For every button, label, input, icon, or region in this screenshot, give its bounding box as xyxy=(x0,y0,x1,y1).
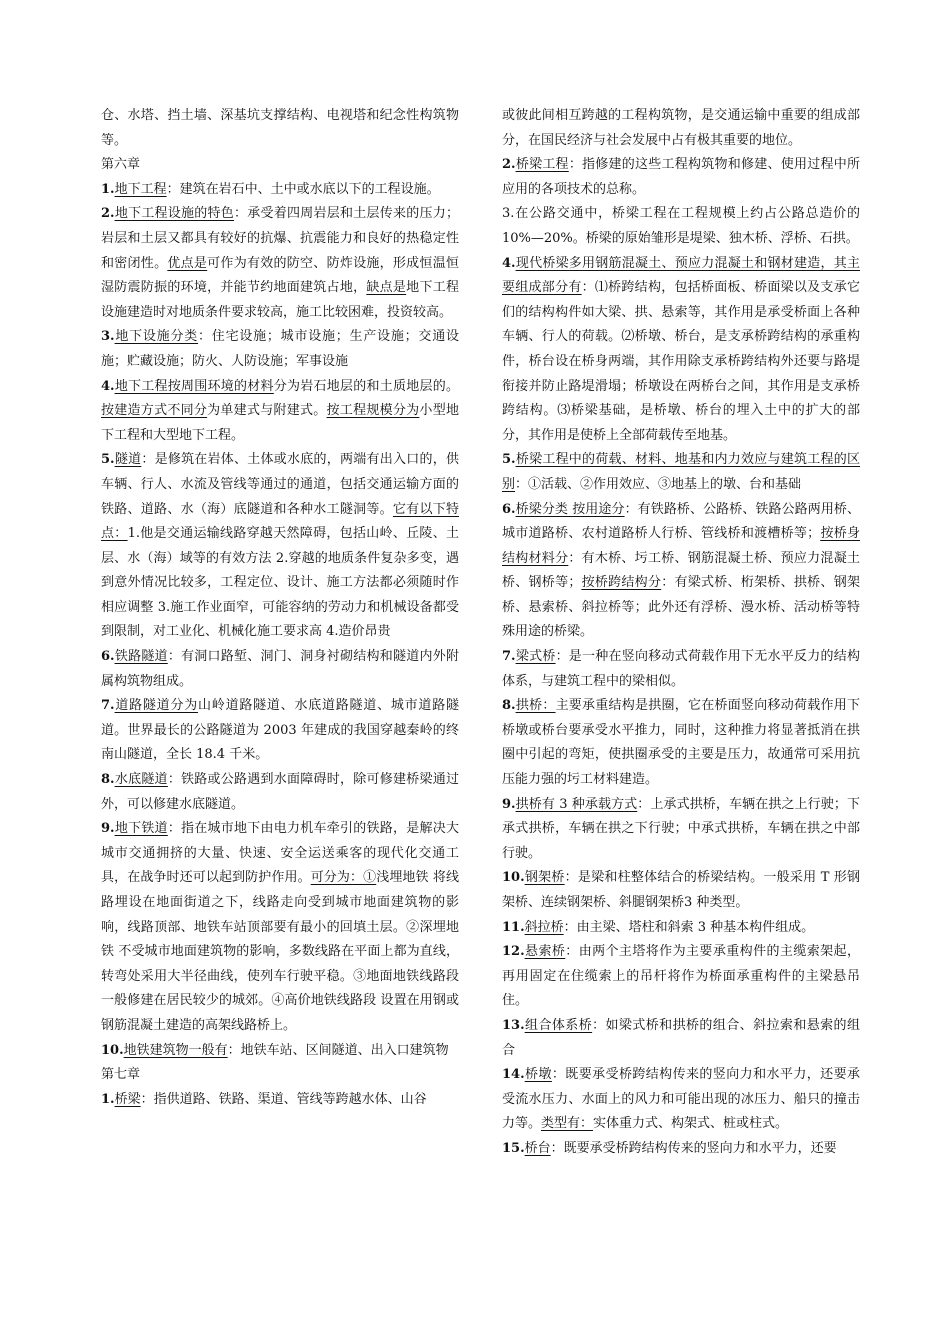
term-heading: 优点是 xyxy=(167,255,208,271)
term-heading: 拱桥： xyxy=(515,698,556,714)
body-text: ：由两个主塔将作为主要承重构件的主缆索架起，再用固定在住缆索上的吊杆将作为桥面承重构件的主梁悬吊住。 xyxy=(502,944,860,1009)
body-text: ：铁路或公路遇到水面障碍时，除可修建桥梁通过外，可以修建水底隧道。 xyxy=(101,772,459,812)
text-paragraph xyxy=(502,252,860,449)
body-text: ：有铁路桥、公路桥、铁路公路两用桥、城市道路桥、农村道路桥人行桥、管线桥和渡槽桥等； xyxy=(502,501,860,542)
text-paragraph xyxy=(502,1137,860,1162)
item-number: 15. xyxy=(502,1140,525,1156)
text-paragraph xyxy=(101,325,459,374)
item-number: 6. xyxy=(101,649,115,665)
text-paragraph xyxy=(101,202,459,325)
text-paragraph xyxy=(502,866,860,915)
item-number: 2. xyxy=(502,157,516,173)
item-number: 4. xyxy=(101,378,115,394)
text-paragraph xyxy=(101,104,459,153)
body-text: ：既要承受桥跨结构传来的竖向力和水平力，还要承受流水压力、水面上的风力和可能出现的冰压力、船只的撞击力等。 xyxy=(502,1067,860,1132)
body-text: ：①活载、②作用效应、③地基上的墩、台和基础 xyxy=(515,476,802,492)
term-heading: 组合体系桥 xyxy=(524,1017,593,1033)
term-heading: 类型有： xyxy=(541,1116,594,1132)
term-heading: 按桥身结构材料分 xyxy=(502,526,860,566)
item-number: 7. xyxy=(502,649,516,665)
body-text: 地下工程设施建造时对地质条件要求较高，施工比较困难，投资较高。 xyxy=(101,280,459,320)
text-paragraph xyxy=(502,916,860,941)
term-heading: 缺点是 xyxy=(366,280,407,296)
item-number: 1. xyxy=(101,181,115,197)
term-heading: 它有以下特点： xyxy=(101,501,459,542)
body-text: ：指在城市地下由电力机车牵引的铁路，是解决大城市交通拥挤的大量、快速、安全运送乘客的现代化交通工具，在战争时还可以起到防护作用。 xyxy=(101,821,459,886)
body-text: ：由主梁、塔柱和斜索 3 种基本构件组成。 xyxy=(563,919,815,935)
text-paragraph xyxy=(101,178,459,203)
text-paragraph xyxy=(502,153,860,202)
item-number: 12. xyxy=(502,944,525,960)
body-text: 浅埋地铁 将线路埋设在地面街道之下，线路走向受到城市地面建筑物的影响，线路顶部、地铁车站顶部要有最小的回填土层。②深埋地铁 不受城市地面建筑物的影响，多数线路在平面上都为直线，转弯处采用大半径曲线，使列车行驶平稳。③地面地铁线路段 一般修建在居民较少的城郊。④高价地铁线路段 设置在用钢或钢筋混凝土建造的高架线路桥上。 xyxy=(101,870,459,1033)
term-heading: 可分为：① xyxy=(310,870,377,886)
left-text-column xyxy=(101,104,459,1112)
item-number: 9. xyxy=(502,796,516,812)
text-paragraph xyxy=(502,202,860,251)
text-paragraph xyxy=(502,793,860,867)
item-number: 11. xyxy=(502,919,525,935)
body-text: 实体重力式、构架式、桩或柱式。 xyxy=(593,1116,789,1132)
body-text: 主要承重结构是拱圈，它在桥面竖向移动荷载作用下桥墩或桥台要承受水平推力，同时，这种推力将显著抵消在拱圈中引起的弯矩，使拱圈承受的主要是压力，故通常可采用抗压能力强的圬工材料建造。 xyxy=(502,698,860,788)
body-text: 分为岩石地层的和土质地层的。 xyxy=(273,378,459,394)
item-number: 6. xyxy=(502,501,516,517)
term-heading: 按桥跨结构分 xyxy=(581,575,662,591)
body-text: ：指供道路、铁路、渠道、管线等跨越水体、山谷 xyxy=(140,1091,427,1107)
body-text: ：⑴桥跨结构，包括桥面板、桥面梁以及支承它们的结构构件如大梁、拱、悬索等，其作用是承受桥面上各种车辆、行人的荷载。⑵桥墩、桥台，是支承桥跨结构的承重构件，桥台设在桥身两端，其作用除支承桥跨结构外还要与路堤衔接并防止路堤滑塌；桥墩设在两桥台之间，其作用是支承桥跨结构。⑶桥梁基础，是桥墩、桥台的埋入土中的扩大的部分，其作用是使桥上全部荷载传至地基。 xyxy=(502,280,860,443)
item-number: 14. xyxy=(502,1067,525,1083)
term-heading: 地下工程按周围环境的材料 xyxy=(114,378,274,394)
text-paragraph xyxy=(502,1014,860,1063)
chapter-heading: 第七章 xyxy=(101,1067,141,1083)
term-heading: 桥梁分类 按用途分 xyxy=(515,501,625,517)
text-paragraph xyxy=(101,375,459,449)
body-text: ：住宅设施；城市设施；生产设施；交通设施；贮藏设施；防火、人防设施；军事设施 xyxy=(101,329,459,369)
item-number: 10. xyxy=(101,1042,124,1058)
item-number: 2. xyxy=(101,206,115,222)
chapter-heading: 第六章 xyxy=(101,157,141,173)
term-heading: 现代桥梁多用钢筋混凝土、预应力混凝土和钢材建造，其主要组成部分有 xyxy=(502,255,860,296)
text-paragraph xyxy=(502,448,860,497)
body-text: ：有梁式桥、桁架桥、拱桥、钢架桥、悬索桥、斜拉桥等；此外还有浮桥、漫水桥、活动桥等特殊用途的桥梁。 xyxy=(502,575,860,640)
body-text: 山岭道路隧道、水底道路隧道、城市道路隧道。世界最长的公路隧道为 2003 年建成的我国穿越秦岭的终南山隧道，全长 18.4 千米。 xyxy=(101,698,459,763)
term-heading: 水底隧道 xyxy=(114,772,168,788)
body-text: ：上承式拱桥，车辆在拱之上行驶；下承式拱桥，车辆在拱之下行驶；中承式拱桥，车辆在拱之中部行驶。 xyxy=(502,796,860,861)
body-text: ：是修筑在岩体、土体或水底的，两端有出入口的，供车辆、行人、水流及管线等通过的通道，包括交通运输方面的铁路、道路、水（海）底隧道和各种水工隧洞等。 xyxy=(101,452,459,517)
term-heading: 铁路隧道 xyxy=(114,649,168,665)
term-heading: 隧道 xyxy=(114,452,142,468)
text-paragraph xyxy=(502,1063,860,1137)
term-heading: 桥墩 xyxy=(524,1067,552,1083)
body-text: ：是一种在竖向移动式荷载作用下无水平反力的结构体系，与建筑工程中的梁相似。 xyxy=(502,649,860,689)
body-text: 小型地下工程和大型地下工程。 xyxy=(101,403,459,443)
term-heading: 桥梁工程 xyxy=(515,157,569,173)
text-paragraph xyxy=(101,694,459,768)
body-text: 仓、水塔、挡土墙、深基坑支撑结构、电视塔和纪念性构筑物等。 xyxy=(101,108,459,148)
item-number: 5. xyxy=(101,452,115,468)
item-number: 7. xyxy=(101,698,115,714)
term-heading: 桥梁工程中的荷载、材料、地基和内力效应与建筑工程的区别 xyxy=(502,452,860,492)
text-paragraph xyxy=(101,768,459,817)
term-heading: 地下设施分类 xyxy=(114,329,199,345)
body-text: ：有洞口路堑、洞门、洞身衬砌结构和隧道内外附属构筑物组成。 xyxy=(101,649,459,689)
body-text: ：既要承受桥跨结构传来的竖向力和水平力，还要 xyxy=(550,1140,837,1156)
body-text: ：如梁式桥和拱桥的组合、斜拉索和悬索的组合 xyxy=(502,1017,860,1058)
body-text: ：承受着四周岩层和土层传来的压力；岩层和土层又都具有较好的抗爆、抗震能力和良好的热稳定性和密闭性。 xyxy=(101,206,459,271)
body-text: ：地铁车站、区间隧道、出入口建筑物 xyxy=(227,1042,449,1058)
body-text: 为单建式与附建式。 xyxy=(207,403,327,419)
body-text: ：指修建的这些工程构筑物和修建、使用过程中所应用的各项技术的总称。 xyxy=(502,157,860,197)
item-number: 4. xyxy=(502,255,516,271)
item-number: 13. xyxy=(502,1017,525,1033)
term-heading: 悬索桥 xyxy=(524,944,566,960)
item-number: 10. xyxy=(502,870,525,886)
term-heading: 桥梁 xyxy=(114,1091,141,1107)
item-number: 9. xyxy=(101,821,115,837)
body-text: 1.他是交通运输线路穿越天然障碍，包括山岭、丘陵、土层、水（海）域等的有效方法 2.穿越的地质条件复杂多变，遇到意外情况比较多，工程定位、设计、施工方法都必须随时作相应调整 3.施工作业面窄，可能容纳的劳动力和机械设备都受到限制，对工业化、机械化施工要求高 4.造价昂贵 xyxy=(101,526,459,640)
item-number: 3. xyxy=(101,329,115,345)
body-text: 3.在公路交通中，桥梁工程在工程规模上约占公路总造价的 10%—20%。桥梁的原始雏形是堤梁、独木桥、浮桥、石拱。 xyxy=(502,206,860,246)
term-heading: 拱桥有 3 种承载方式 xyxy=(515,796,638,812)
right-text-column xyxy=(502,104,860,1162)
body-text: ：是梁和柱整体结合的桥梁结构。一般采用 T 形钢架桥、连续钢架桥、斜腿钢架桥3 种类型。 xyxy=(502,870,860,910)
text-paragraph xyxy=(502,694,860,792)
term-heading: 按建造方式不同分 xyxy=(101,403,208,419)
item-number: 1. xyxy=(101,1091,115,1107)
text-paragraph xyxy=(502,940,860,1014)
text-paragraph xyxy=(101,1039,459,1064)
item-number: 8. xyxy=(502,698,516,714)
text-paragraph xyxy=(101,645,459,694)
body-text: ：建筑在岩石中、土中或水底以下的工程设施。 xyxy=(166,181,440,197)
text-paragraph xyxy=(101,817,459,1038)
term-heading: 地下工程 xyxy=(114,181,167,197)
item-number: 8. xyxy=(101,772,115,788)
text-paragraph xyxy=(101,448,459,645)
body-text: 可作为有效的防空、防炸设施，形成恒温恒湿防震防振的环境，并能节约地面建筑占地， xyxy=(101,255,459,296)
term-heading: 桥台 xyxy=(524,1140,551,1156)
text-paragraph xyxy=(502,498,860,646)
term-heading: 地下工程设施的特色 xyxy=(114,206,235,222)
term-heading: 地铁建筑物一般有 xyxy=(123,1042,228,1058)
text-paragraph xyxy=(101,1088,459,1113)
text-paragraph xyxy=(502,104,860,153)
body-text: 或彼此间相互跨越的工程构筑物，是交通运输中重要的组成部分，在国民经济与社会发展中占有极其重要的地位。 xyxy=(502,108,860,148)
text-paragraph xyxy=(502,645,860,694)
item-number: 5. xyxy=(502,452,516,468)
term-heading: 道路隧道分为 xyxy=(114,698,199,714)
term-heading: 斜拉桥 xyxy=(524,919,564,935)
term-heading: 钢架桥 xyxy=(524,870,565,886)
term-heading: 梁式桥 xyxy=(515,649,556,665)
term-heading: 按工程规模分为 xyxy=(326,403,420,419)
body-text: ：有木桥、圬工桥、钢筋混凝土桥、预应力混凝土桥、钢桥等； xyxy=(502,550,860,591)
term-heading: 地下铁道 xyxy=(114,821,168,837)
